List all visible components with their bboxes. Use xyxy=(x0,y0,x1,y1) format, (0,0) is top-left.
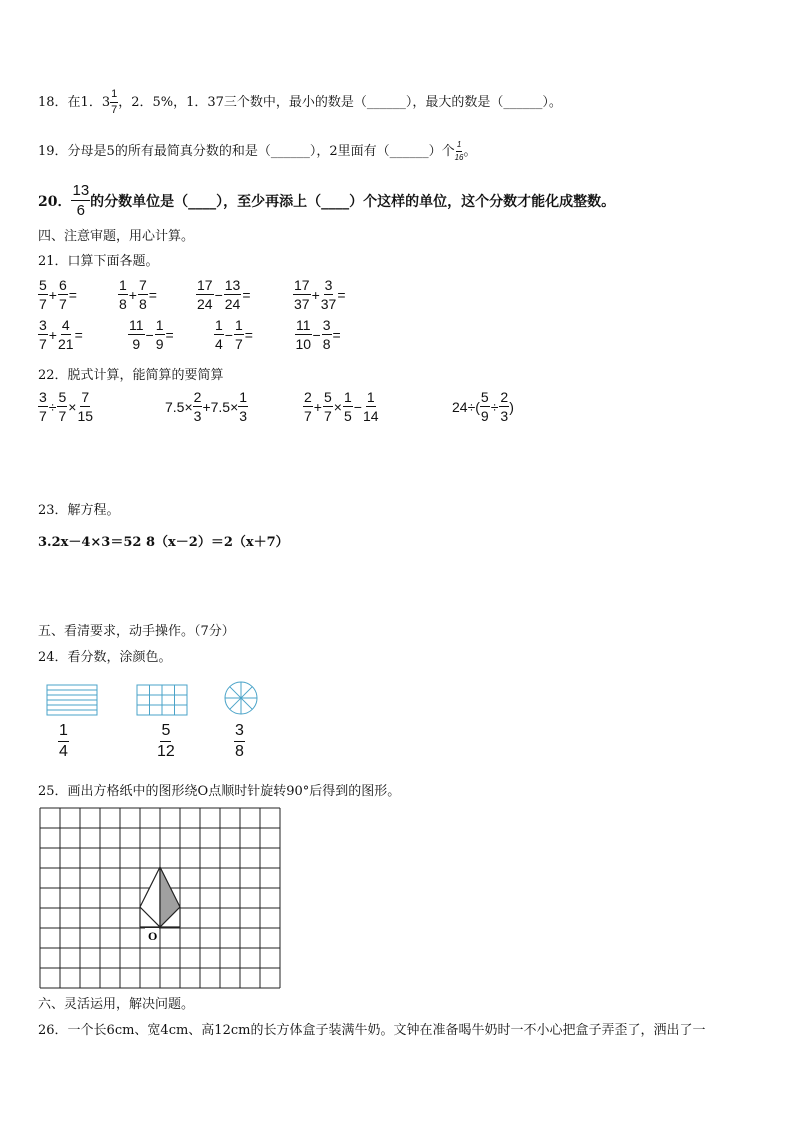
q19-text: 19．分母是5的所有最简真分数的和是（______），2里面有（______）个 xyxy=(38,144,455,159)
q21-item: $\frac{1}{4}$ − $\frac{1}{7}$ = xyxy=(215,317,253,352)
q22-expression-1: $\frac{3}{7}$ ÷ $\frac{5}{7}$ × $\frac{7}{15}$ xyxy=(39,389,94,424)
q20-text: 的分数单位是（____），至少再添上（____）个这样的单位，这个分数才能化成整数。 xyxy=(90,193,616,210)
q18-prefix: 18．在1．3 xyxy=(38,95,111,110)
q22-title: 22．脱式计算，能简算的要简算 xyxy=(38,368,224,383)
q21-item: $\frac{5}{7}$ + $\frac{6}{7}$ = xyxy=(39,277,77,312)
q24-shapes xyxy=(40,680,280,720)
q21-item: $\frac{17}{37}$ + $\frac{3}{37}$ = xyxy=(294,277,346,312)
q25-grid-paper[interactable] xyxy=(39,807,281,989)
striped-rectangle-quarters[interactable] xyxy=(47,685,97,715)
q18-fraction: $\frac{1}{7}$ xyxy=(111,88,118,116)
q18-suffix: ，2．5%，1．37三个数中，最小的数是（______），最大的数是（______）。 xyxy=(118,95,562,110)
q21-title: 21．口算下面各题。 xyxy=(38,254,159,269)
q22-expression-2: 7.5× $\frac{2}{3}$ +7.5× $\frac{1}{3}$ xyxy=(165,389,248,424)
point-o-label: O xyxy=(148,929,158,943)
q24-title: 24．看分数，涂颜色。 xyxy=(38,650,172,665)
q23-equation-1: 3.2x－4×3＝52 xyxy=(38,535,142,550)
section-5-title: 五、看清要求，动手操作。（7分） xyxy=(38,624,235,639)
q21-item: $\frac{17}{24}$ − $\frac{13}{24}$ = xyxy=(197,277,251,312)
section-4-title: 四、注意审题，用心计算。 xyxy=(38,229,195,244)
q19-fraction: $\frac{1}{16}$ xyxy=(454,140,464,162)
question-26: 26．一个长6cm、宽4cm、高12cm的长方体盒子装满牛奶。文钟在准备喝牛奶时一不小心把盒子弄歪了，洒出了一 xyxy=(38,1023,706,1038)
question-19 xyxy=(38,140,477,162)
q19-end: 。 xyxy=(463,144,477,159)
q21-item: $\frac{3}{7}$ + $\frac{4}{21}$ = xyxy=(39,317,83,352)
q22-expression-4: 24÷( $\frac{5}{9}$ ÷ $\frac{2}{3}$ ) xyxy=(452,389,514,424)
q20-fraction: $\frac{13}{6}$ xyxy=(72,182,90,219)
q23-equation-2: 8（x－2）＝2（x＋7） xyxy=(146,535,289,550)
grid-rectangle-twelfths[interactable] xyxy=(137,685,187,715)
rotation-figure xyxy=(140,867,180,927)
question-20 xyxy=(38,183,615,218)
q22-expression-3: $\frac{2}{7}$ + $\frac{5}{7}$ × $\frac{1}{5}$ − $\frac{1}{14}$ xyxy=(304,389,379,424)
q21-item: $\frac{1}{8}$ + $\frac{7}{8}$ = xyxy=(119,277,157,312)
q24-fraction-2: $\frac{5}{12}$ xyxy=(157,722,175,760)
q23-title: 23．解方程。 xyxy=(38,503,120,518)
q21-item: $\frac{11}{9}$ − $\frac{1}{9}$ = xyxy=(129,317,174,352)
circle-eighths[interactable] xyxy=(225,682,257,714)
q25-title: 25．画出方格纸中的图形绕O点顺时针旋转90°后得到的图形。 xyxy=(38,784,401,799)
section-6-title: 六、灵活运用，解决问题。 xyxy=(38,997,195,1012)
question-18 xyxy=(38,89,562,116)
q21-item: $\frac{11}{10}$ − $\frac{3}{8}$ = xyxy=(295,317,341,352)
q24-fraction-1: $\frac{1}{4}$ xyxy=(59,722,68,760)
q24-fraction-3: $\frac{3}{8}$ xyxy=(235,722,244,760)
q20-number: 20． xyxy=(38,193,72,210)
